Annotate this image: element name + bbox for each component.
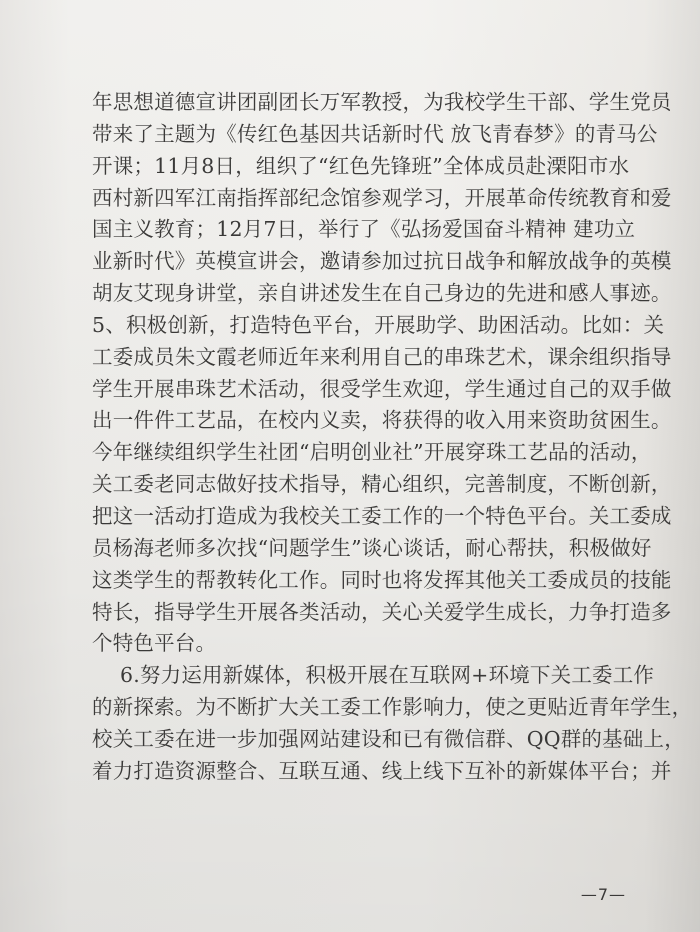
text-line: 这类学生的帮教转化工作。同时也将发挥其他关工委成员的技能 xyxy=(92,567,672,592)
text-line: 个特色平台。 xyxy=(92,631,217,656)
page-number: —7— xyxy=(580,885,626,904)
text-line: 带来了主题为《传红色基因共话新时代 放飞青春梦》的青马公 xyxy=(92,121,658,146)
text-line: 开课；11月8日，组织了“红色先锋班”全体成员赴溧阳市水 xyxy=(92,153,630,178)
text-line: 的新探索。为不断扩大关工委工作影响力，使之更贴近青年学生， xyxy=(92,695,693,720)
text-line: 校关工委在进一步加强网站建设和已有微信群、QQ群的基础上， xyxy=(92,726,685,751)
text-line: 业新时代》英模宣讲会，邀请参加过抗日战争和解放战争的英模 xyxy=(92,249,672,274)
text-line: 今年继续组织学生社团“启明创业社”开展穿珠工艺品的活动， xyxy=(92,440,652,465)
text-line: 国主义教育；12月7日，举行了《弘扬爱国奋斗精神 建功立 xyxy=(92,217,636,242)
text-line: 工委成员朱文霞老师近年来利用自己的串珠艺术，课余组织指导 xyxy=(92,344,672,369)
text-line: 5、积极创新，打造特色平台，开展助学、助困活动。比如：关 xyxy=(92,312,665,337)
text-line: 胡友艾现身讲堂，亲自讲述发生在自己身边的先进和感人事迹。 xyxy=(92,281,672,306)
text-line: 关工委老同志做好技术指导，精心组织，完善制度，不断创新， xyxy=(92,472,672,497)
text-line: 着力打造资源整合、互联互通、线上线下互补的新媒体平台；并 xyxy=(92,758,672,783)
body-text xyxy=(92,88,693,789)
text-line: 把这一活动打造成为我校关工委工作的一个特色平台。关工委成 xyxy=(92,503,672,528)
text-line: 特长，指导学生开展各类活动，关心关爱学生成长，力争打造多 xyxy=(92,599,672,624)
text-line: 学生开展串珠艺术活动，很受学生欢迎，学生通过自己的双手做 xyxy=(92,376,672,401)
text-line: 年思想道德宣讲团副团长万军教授，为我校学生干部、学生党员 xyxy=(92,90,672,114)
text-line: 出一件件工艺品，在校内义卖，将获得的收入用来资助贫困生。 xyxy=(92,408,672,433)
text-line: 西村新四军江南指挥部纪念馆参观学习，开展革命传统教育和爱 xyxy=(92,185,672,210)
text-line: 员杨海老师多次找“问题学生”谈心谈话，耐心帮扶，积极做好 xyxy=(92,535,652,560)
text-line: 6.努力运用新媒体，积极开展在互联网+环境下关工委工作 xyxy=(120,663,655,688)
